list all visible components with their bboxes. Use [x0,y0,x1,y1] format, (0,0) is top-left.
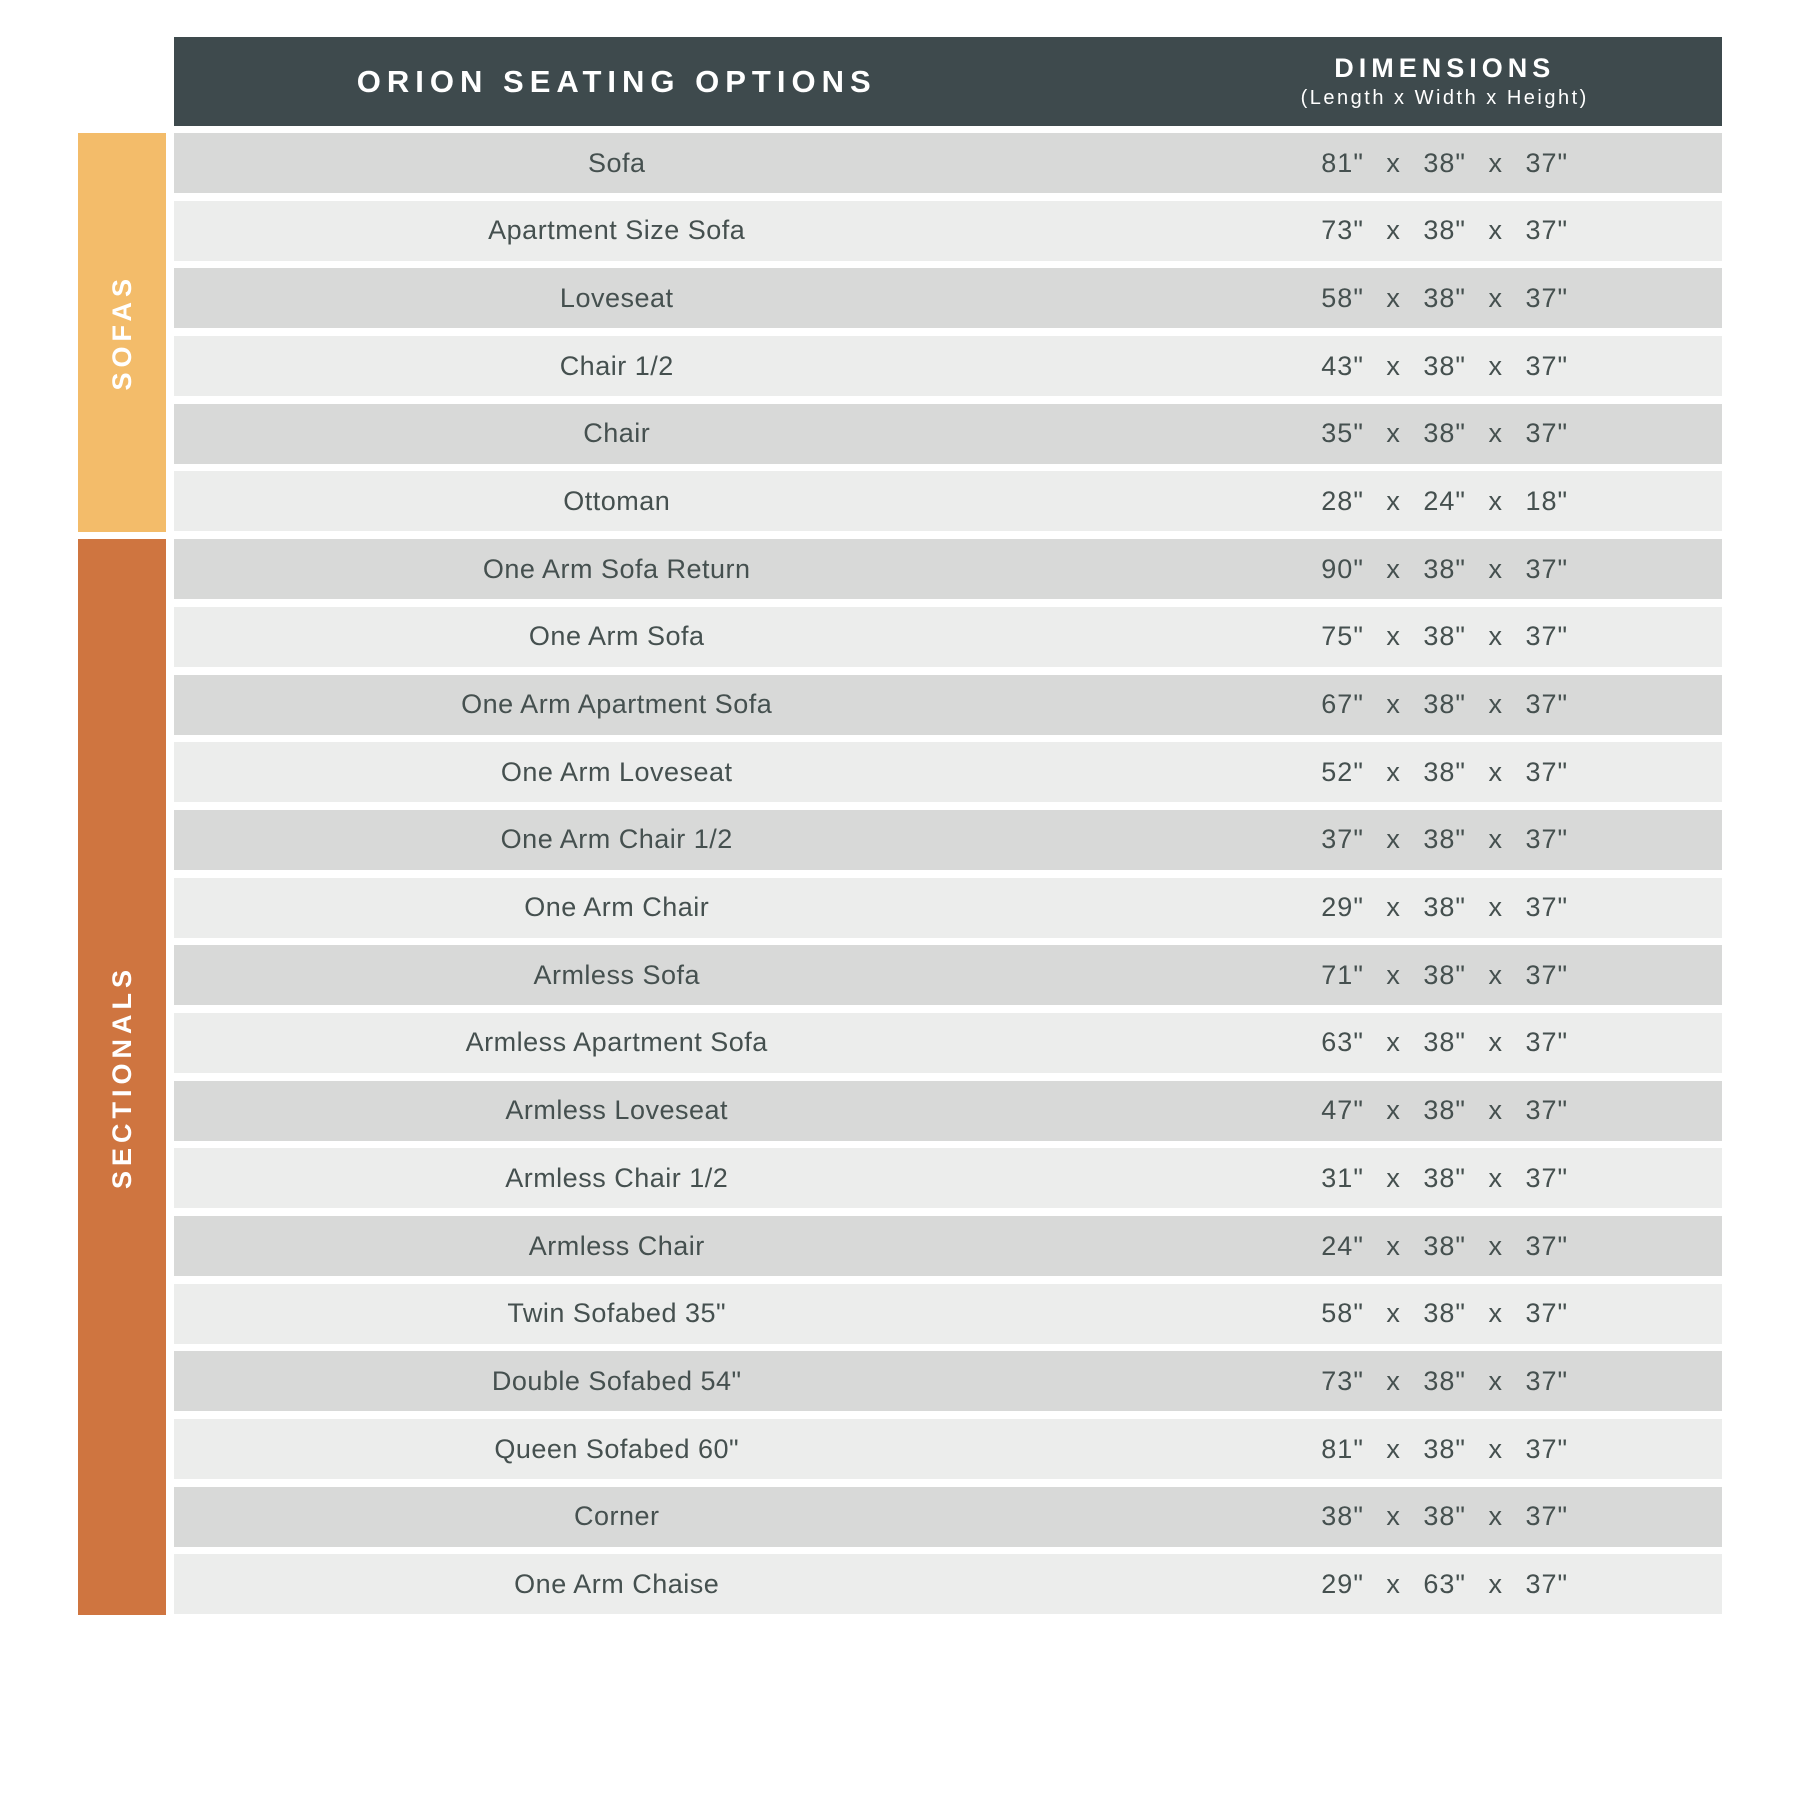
item-name: Armless Chair [528,1230,705,1261]
table-row [174,607,1722,667]
item-name: Corner [573,1501,660,1532]
item-name: Sofa [587,147,646,178]
item-name: Armless Chair 1/2 [505,1162,729,1193]
item-name: Armless Apartment Sofa [465,1027,768,1058]
item-dimensions: 31" x 38" x 37" [1321,1162,1569,1193]
seating-options-table [174,37,1722,1614]
table-row [174,1081,1722,1141]
item-dimensions: 38" x 38" x 37" [1321,1501,1569,1532]
item-dimensions: 37" x 38" x 37" [1321,824,1569,855]
table-row [174,133,1722,193]
item-dimensions: 63" x 38" x 37" [1321,1027,1569,1058]
item-dimensions: 71" x 38" x 37" [1321,959,1569,990]
table-row [174,539,1722,599]
table-header [174,37,1722,126]
item-dimensions: 67" x 38" x 37" [1321,689,1569,719]
table-header-dimensions-column [1059,37,1722,126]
table-row [174,1487,1722,1547]
item-dimensions: 73" x 38" x 37" [1321,1365,1569,1396]
item-name: One Arm Loveseat [500,756,733,787]
table-row [174,201,1722,261]
item-dimensions: 73" x 38" x 37" [1321,215,1569,246]
table-row [174,1351,1722,1411]
table-row [174,1216,1722,1276]
item-name: Armless Sofa [533,959,700,990]
item-dimensions: 52" x 38" x 37" [1321,756,1569,787]
table-row [174,471,1722,531]
table-row [174,1013,1722,1073]
section-label: SECTIONALS [106,964,137,1189]
dimensions-column-subtitle: (Length x Width x Height) [1300,87,1589,109]
table-row [174,675,1722,735]
item-name: Double Sofabed 54" [491,1365,742,1396]
table-row [174,404,1722,464]
table-row [174,336,1722,396]
item-dimensions: 81" x 38" x 37" [1321,147,1569,178]
table-row [174,1554,1722,1614]
item-dimensions: 24" x 38" x 37" [1321,1230,1569,1261]
table-row [174,1419,1722,1479]
table-header-name-column [174,37,1059,126]
table-row [174,1148,1722,1208]
section-label-bar-sofas [78,133,166,532]
section-label: SOFAS [106,273,137,391]
item-dimensions: 28" x 24" x 18" [1321,485,1569,516]
table-body [174,133,1722,1614]
item-name: Ottoman [563,485,671,516]
item-name: Queen Sofabed 60" [494,1433,740,1464]
table-row [174,810,1722,870]
item-dimensions: 35" x 38" x 37" [1321,418,1569,449]
item-dimensions: 47" x 38" x 37" [1321,1095,1569,1126]
item-name: Apartment Size Sofa [488,215,746,246]
item-name: Chair [583,418,651,449]
item-dimensions: 58" x 38" x 37" [1321,1298,1569,1329]
item-name: Twin Sofabed 35" [507,1298,727,1329]
item-dimensions: 75" x 38" x 37" [1321,621,1569,652]
table-row [174,878,1722,938]
table-row [174,268,1722,328]
table-title: ORION SEATING OPTIONS [356,63,877,99]
table-row [174,1284,1722,1344]
item-name: One Arm Apartment Sofa [461,689,773,719]
item-dimensions: 43" x 38" x 37" [1321,350,1569,381]
item-name: Armless Loveseat [505,1095,729,1126]
table-row [174,742,1722,802]
item-dimensions: 29" x 63" x 37" [1321,1568,1569,1599]
item-name: One Arm Chair [524,892,710,923]
item-name: One Arm Chaise [514,1568,720,1599]
item-name: Chair 1/2 [559,350,674,381]
table-row [174,945,1722,1005]
item-dimensions: 81" x 38" x 37" [1321,1433,1569,1464]
item-dimensions: 29" x 38" x 37" [1321,892,1569,923]
item-name: One Arm Sofa Return [482,553,751,584]
item-dimensions: 90" x 38" x 37" [1321,553,1569,584]
item-name: Loveseat [559,282,674,313]
item-dimensions: 58" x 38" x 37" [1321,282,1569,313]
dimensions-column-title: DIMENSIONS [1334,53,1556,83]
item-name: One Arm Sofa [528,621,705,652]
section-label-bar-sectionals [78,539,166,1615]
item-name: One Arm Chair 1/2 [500,824,733,855]
